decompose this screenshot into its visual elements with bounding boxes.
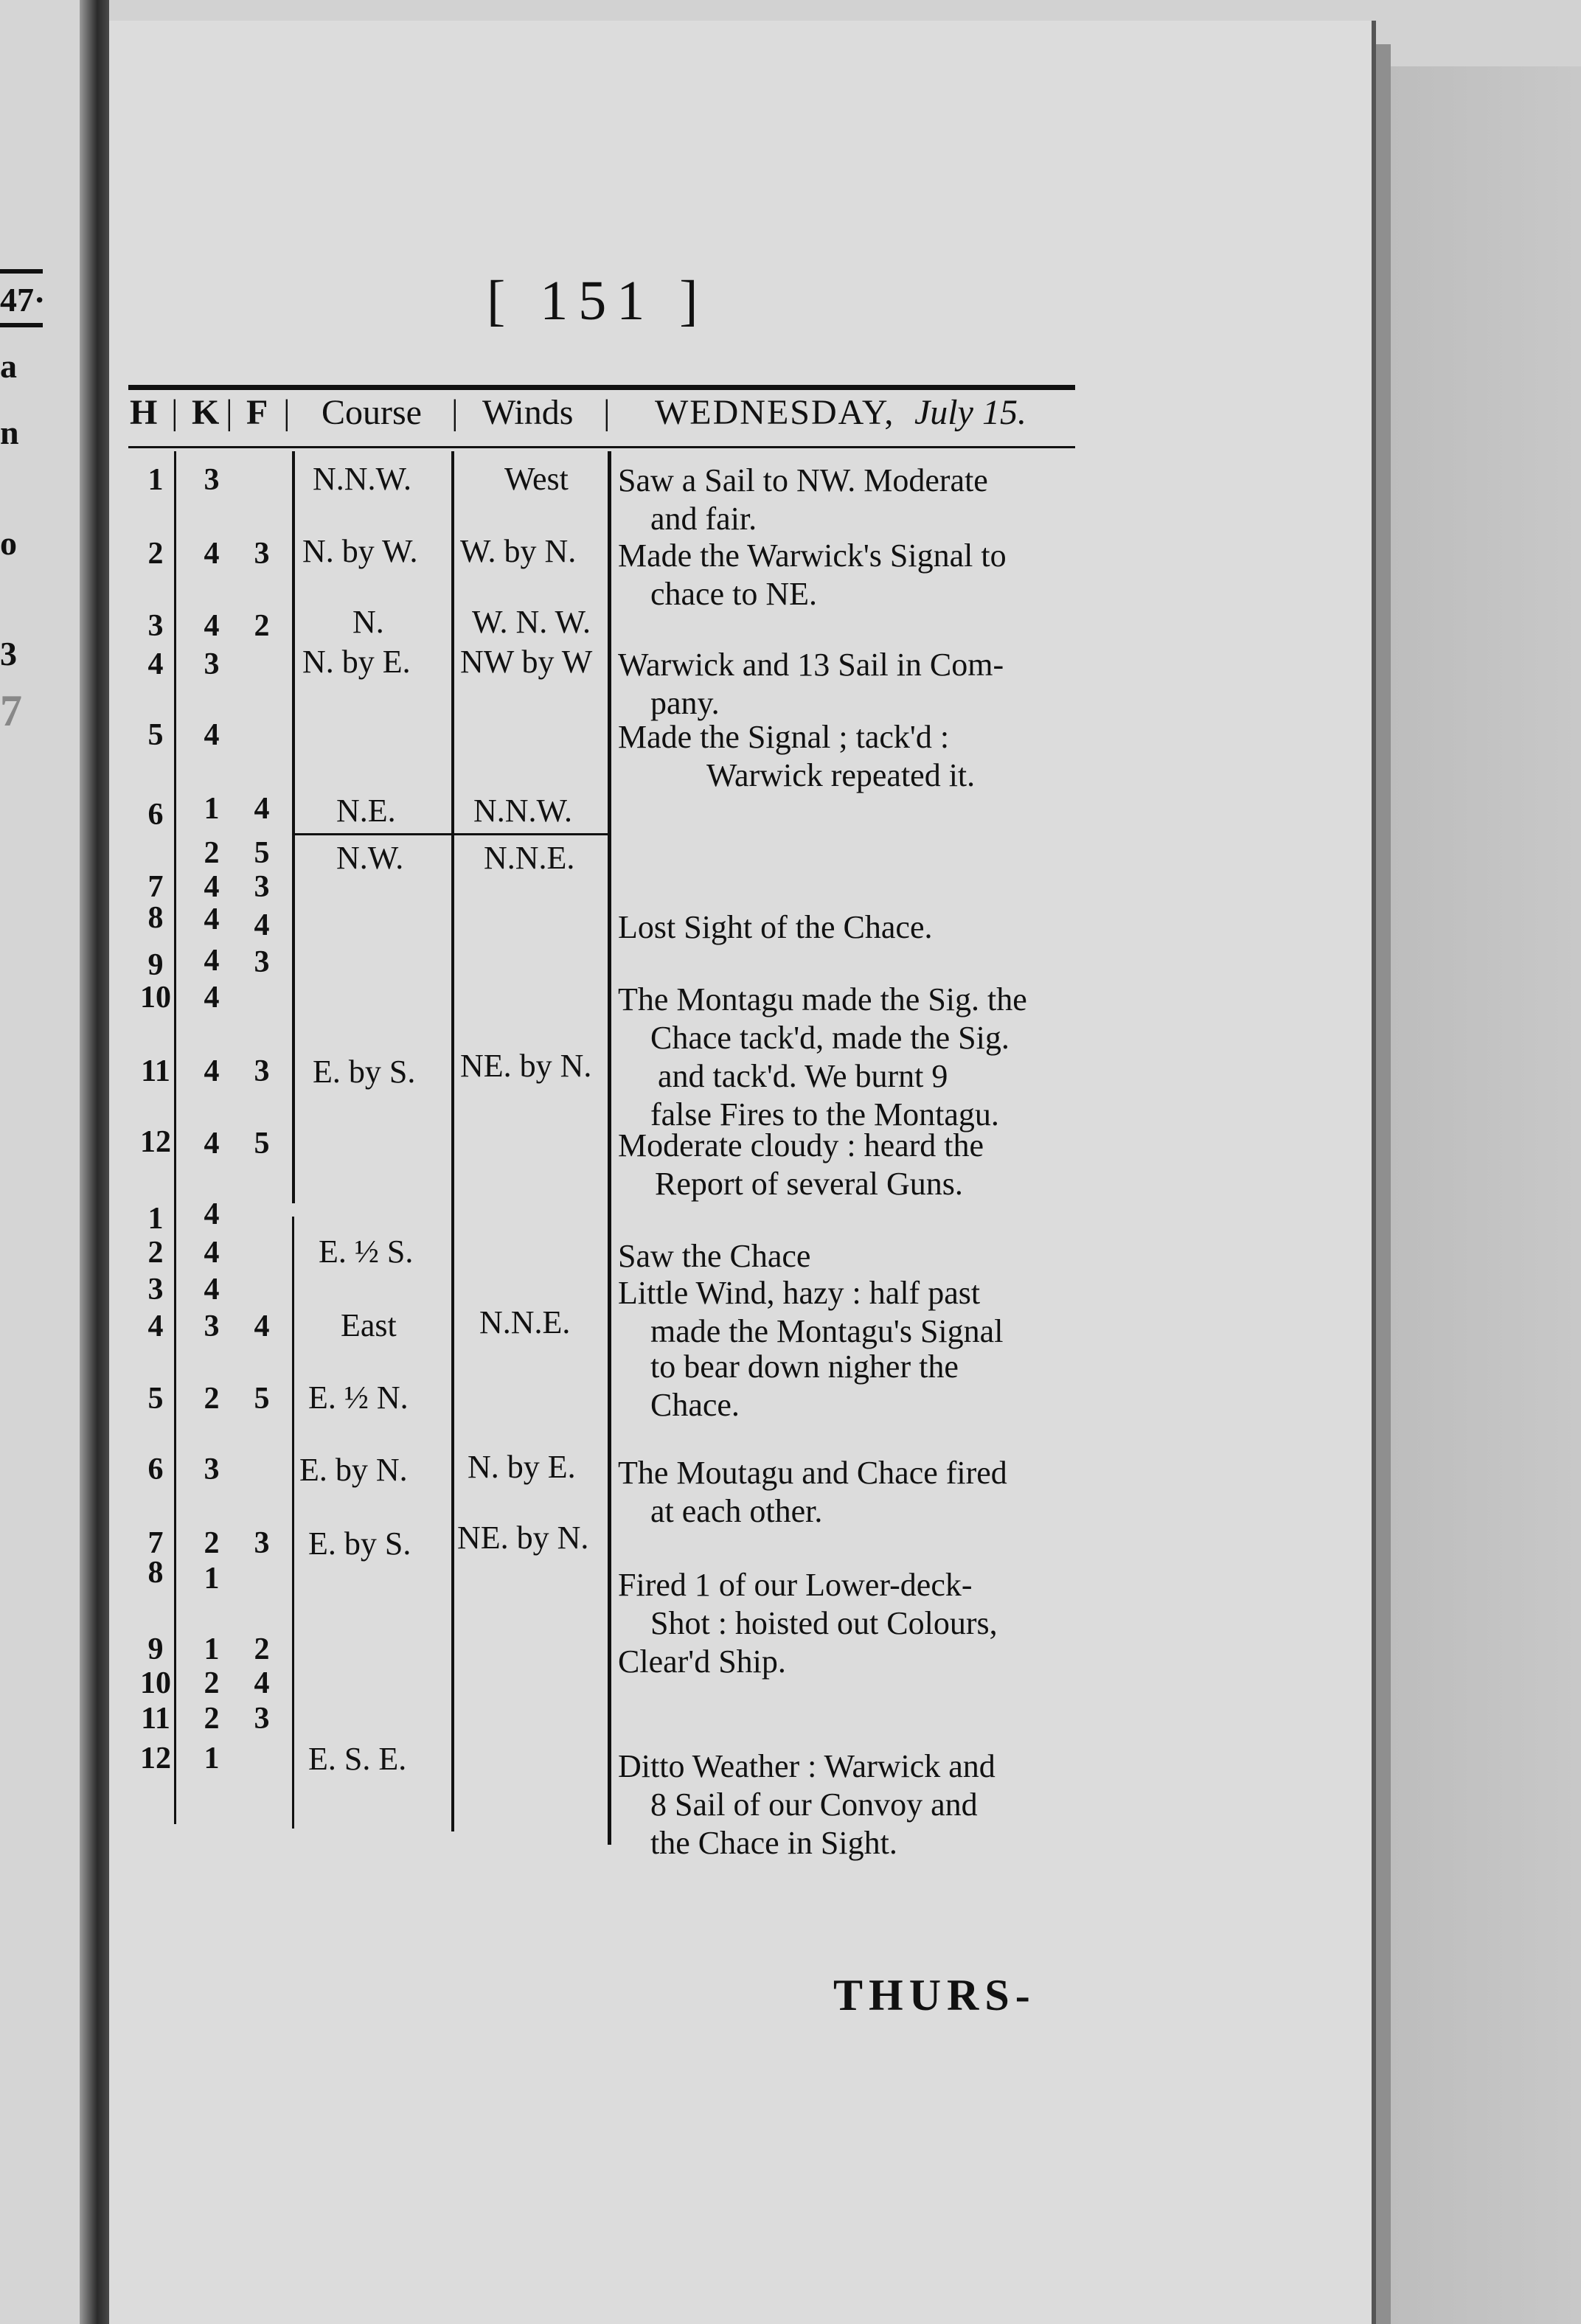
remark-entry	[618, 1643, 1363, 1681]
remark-line: Lost Sight of the Chace.	[618, 909, 933, 945]
remark-line: Moderate cloudy : heard the	[618, 1127, 984, 1163]
knots-cell: 4	[204, 902, 220, 936]
course-cell: N. by E.	[302, 644, 411, 680]
column-rule-course-winds	[451, 451, 454, 1831]
knots-cell: 4	[204, 718, 220, 752]
remark-line: 8 Sail of our Convoy and	[650, 1787, 978, 1823]
header-winds: Winds	[482, 393, 574, 432]
header-bottom-rule	[128, 446, 1075, 448]
left-page-rule	[0, 323, 43, 327]
hour-cell: 8	[147, 1556, 164, 1590]
winds-cell: W. by N.	[460, 533, 577, 569]
remark-entry	[618, 1454, 1363, 1531]
winds-cell: West	[504, 461, 569, 497]
hour-cell: 10	[140, 1666, 171, 1700]
remark-line: Fired 1 of our Lower-deck-	[618, 1567, 973, 1603]
fathoms-cell: 5	[254, 1127, 270, 1161]
header-sep: |	[603, 393, 611, 432]
knots-cell: 4	[204, 1236, 220, 1270]
header-top-rule	[128, 385, 1075, 390]
knots-cell: 4	[204, 1127, 220, 1161]
course-cell: E. by N.	[299, 1452, 408, 1488]
left-page-rule	[0, 269, 43, 274]
remark-entry	[618, 1824, 1363, 1862]
remark-entry	[618, 1348, 1363, 1424]
remark-line: Chace tack'd, made the Sig.	[650, 1020, 1010, 1056]
winds-cell: N. by E.	[468, 1449, 576, 1485]
left-page-text: 3	[0, 635, 17, 672]
knots-cell: 2	[204, 1526, 220, 1560]
remark-entry	[618, 718, 1363, 795]
course-cell: E. by S.	[313, 1054, 416, 1090]
left-page-text: n	[0, 414, 19, 451]
hour-cell: 11	[141, 1702, 170, 1736]
course-cell: N.E.	[336, 793, 396, 829]
remark-line: pany.	[650, 685, 720, 721]
header-sep: |	[171, 393, 178, 432]
hour-cell: 3	[147, 609, 164, 643]
page-number: [ 151 ]	[487, 270, 709, 332]
knots-cell: 4	[204, 1273, 220, 1307]
remark-line: at each other.	[650, 1493, 823, 1529]
column-rule-f-course	[292, 451, 295, 1203]
winds-cell: N.N.E.	[479, 1304, 571, 1340]
hour-cell: 4	[147, 1309, 164, 1343]
hour-cell: 7	[147, 870, 164, 904]
fathoms-cell: 4	[254, 908, 270, 942]
knots-cell: 1	[204, 1742, 220, 1775]
remark-line: The Montagu made the Sig. the	[618, 981, 1027, 1017]
book-gutter	[80, 0, 109, 2324]
page-edge	[1376, 44, 1391, 2324]
fathoms-cell: 3	[254, 870, 270, 904]
fathoms-cell: 5	[254, 1382, 270, 1416]
remark-line: Report of several Guns.	[655, 1166, 963, 1202]
hour-cell: 12	[140, 1125, 171, 1159]
left-page-text: a	[0, 347, 17, 385]
column-rule-winds-remarks	[608, 451, 611, 1845]
remark-line: Shot : hoisted out Colours,	[650, 1605, 998, 1641]
knots-cell: 1	[204, 1632, 220, 1666]
knots-cell: 1	[204, 1562, 220, 1596]
column-rule-h-k	[174, 451, 176, 1824]
course-cell: N.	[352, 604, 384, 640]
hour-cell: 7	[147, 1526, 164, 1560]
remark-line: false Fires to the Montagu.	[650, 1096, 999, 1133]
hour-cell: 9	[147, 948, 164, 982]
fathoms-cell: 2	[254, 1632, 270, 1666]
knots-cell: 4	[204, 609, 220, 643]
hour-cell: 6	[147, 798, 164, 832]
fathoms-cell: 3	[254, 1054, 270, 1088]
hour-cell: 12	[140, 1742, 171, 1775]
course-cell: N.W.	[336, 840, 404, 876]
remark-entry	[618, 1274, 1363, 1351]
winds-cell: W. N. W.	[472, 604, 591, 640]
remark-line: Chace.	[650, 1387, 740, 1423]
book-edge	[1391, 66, 1581, 2324]
remark-entry	[618, 1566, 1363, 1643]
remark-line: The Moutagu and Chace fired	[618, 1455, 1007, 1491]
fathoms-cell: 5	[254, 836, 270, 870]
remark-line: Little Wind, hazy : half past	[618, 1275, 981, 1311]
knots-cell: 2	[204, 1702, 220, 1736]
knots-cell: 2	[204, 836, 220, 870]
winds-cell: NE. by N.	[457, 1520, 589, 1556]
knots-cell: 4	[204, 944, 220, 978]
row-rule	[295, 833, 608, 835]
fathoms-cell: 3	[254, 1526, 270, 1560]
course-cell: E. ½ N.	[308, 1380, 409, 1416]
winds-cell: NW by W	[460, 644, 593, 680]
header-sep: |	[226, 393, 233, 432]
knots-cell: 4	[204, 1197, 220, 1231]
course-cell: E. S. E.	[308, 1741, 407, 1777]
remark-entry	[618, 537, 1363, 613]
remark-line: Saw the Chace	[618, 1238, 811, 1274]
hour-cell: 6	[147, 1452, 164, 1486]
remark-line: Made the Warwick's Signal to	[618, 537, 1007, 574]
winds-cell: NE. by N.	[460, 1048, 592, 1084]
remark-line: and tack'd. We burnt 9	[658, 1058, 948, 1094]
fathoms-cell: 3	[254, 945, 270, 979]
header-f: F	[246, 393, 268, 432]
header-k: K	[192, 393, 220, 432]
hour-cell: 2	[147, 537, 164, 571]
left-page-text: 47·	[0, 281, 46, 319]
winds-cell: N.N.E.	[484, 840, 575, 876]
knots-cell: 2	[204, 1666, 220, 1700]
fathoms-cell: 4	[254, 1309, 270, 1343]
header-date: July 15.	[914, 393, 1026, 432]
remark-line: to bear down nigher the	[650, 1349, 959, 1385]
fathoms-cell: 4	[254, 1666, 270, 1700]
catchword: THURS-	[833, 1971, 1036, 2019]
knots-cell: 2	[204, 1382, 220, 1416]
header-sep: |	[451, 393, 459, 432]
knots-cell: 4	[204, 981, 220, 1015]
knots-cell: 3	[204, 463, 220, 497]
remark-line: Warwick repeated it.	[706, 757, 976, 793]
course-cell: East	[341, 1307, 397, 1343]
knots-cell: 3	[204, 1452, 220, 1486]
header-day: WEDNESDAY,	[655, 393, 895, 432]
remark-entry	[618, 646, 1363, 723]
remark-line: and fair.	[650, 501, 757, 537]
knots-cell: 3	[204, 647, 220, 681]
hour-cell: 1	[147, 463, 164, 497]
hour-cell: 9	[147, 1632, 164, 1666]
fathoms-cell: 2	[254, 609, 270, 643]
knots-cell: 4	[204, 537, 220, 571]
hour-cell: 5	[147, 718, 164, 752]
remark-entry	[618, 981, 1363, 1057]
fathoms-cell: 4	[254, 792, 270, 826]
hour-cell: 1	[147, 1202, 164, 1236]
hour-cell: 3	[147, 1273, 164, 1307]
remark-line: Saw a Sail to NW. Moderate	[618, 462, 988, 498]
hour-cell: 11	[141, 1054, 170, 1088]
remark-line: made the Montagu's Signal	[650, 1313, 1004, 1349]
course-cell: E. ½ S.	[319, 1234, 414, 1270]
fathoms-cell: 3	[254, 537, 270, 571]
course-cell: E. by S.	[308, 1525, 411, 1562]
knots-cell: 1	[204, 792, 220, 826]
header-course: Course	[322, 393, 422, 432]
remark-entry	[618, 1237, 1363, 1276]
hour-cell: 4	[147, 647, 164, 681]
hour-cell: 10	[140, 981, 171, 1015]
remark-line: Warwick and 13 Sail in Com-	[618, 647, 1004, 683]
remark-line: the Chace in Sight.	[650, 1825, 897, 1861]
column-rule-f-course	[292, 1217, 294, 1829]
remark-line: Clear'd Ship.	[618, 1643, 786, 1680]
course-cell: N. by W.	[302, 533, 418, 569]
knots-cell: 4	[204, 870, 220, 904]
header-h: H	[130, 393, 158, 432]
remark-entry	[618, 1127, 1363, 1203]
hour-cell: 8	[147, 901, 164, 935]
course-cell: N.N.W.	[313, 461, 412, 497]
knots-cell: 3	[204, 1309, 220, 1343]
remark-line: Ditto Weather : Warwick and	[618, 1748, 995, 1784]
remark-line: chace to NE.	[650, 576, 817, 612]
fathoms-cell: 3	[254, 1702, 270, 1736]
remark-entry	[618, 1747, 1363, 1824]
remark-entry	[618, 1057, 1363, 1134]
remark-line: Made the Signal ; tack'd :	[618, 719, 950, 755]
remark-entry	[618, 908, 1363, 947]
winds-cell: N.N.W.	[473, 793, 573, 829]
header-sep: |	[283, 393, 291, 432]
hour-cell: 5	[147, 1382, 164, 1416]
left-page-text: o	[0, 524, 17, 562]
knots-cell: 4	[204, 1054, 220, 1088]
left-page-text: 7	[0, 686, 22, 735]
hour-cell: 2	[147, 1236, 164, 1270]
remark-entry	[618, 462, 1363, 538]
